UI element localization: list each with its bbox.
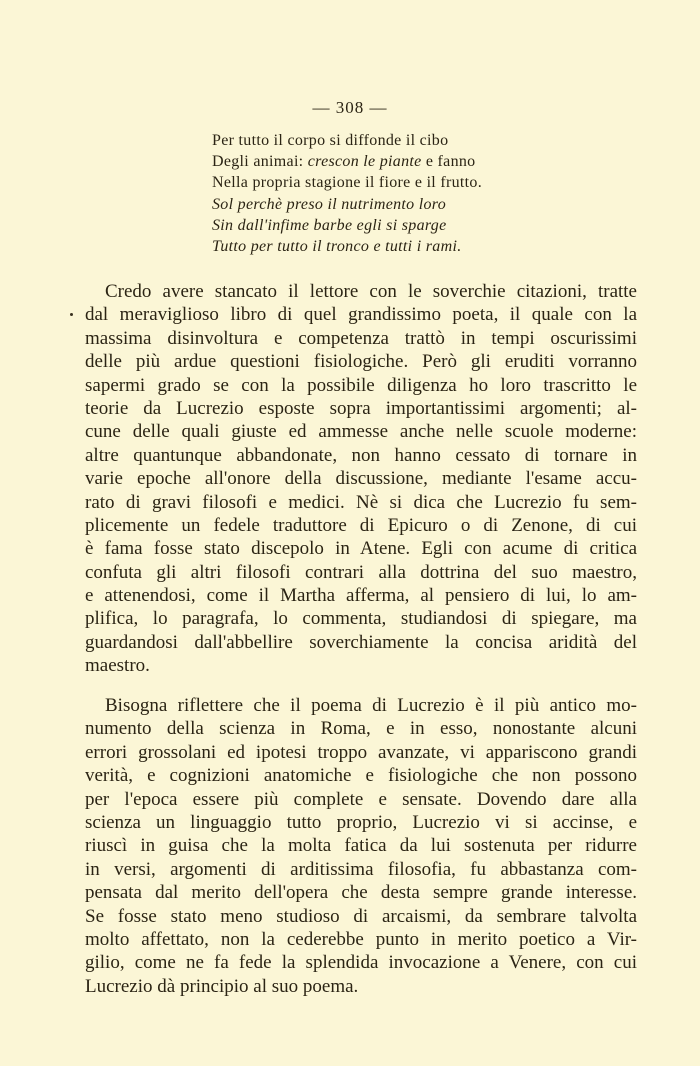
text-line: varie epoche all'onore della discussione, mediante l'esame accu- [85,468,637,490]
text-line: confuta gli altri filosofi contrari alla dottrina del suo maestro, [85,561,637,583]
text-line: errori grossolani ed ipotesi troppo avanzate, vi appariscono grandi [85,741,637,763]
verse-line: Tutto per tutto il tronco e tutti i rami. [212,238,462,256]
verse-segment: e fanno [421,153,476,171]
text-line: è fama fosse stato discepolo in Atene. Egli con acume di critica [85,538,637,560]
verse-segment: Degli animai: [212,153,308,171]
text-line: riuscì in guisa che la molta fatica da lui sostenuta per ridurre [85,835,637,857]
text-line: Credo avere stancato il lettore con le soverchie citazioni, tratte [105,281,637,302]
verse-segment-italic: crescon le piante [307,153,422,171]
text-line: e attenendosi, come il Martha afferma, al pensiero di lui, lo am- [85,585,637,607]
text-line: rato di gravi filosofi e medici. Nè si dica che Lucrezio fu sem- [85,491,637,513]
text-line: maestro. [85,655,150,677]
text-line: scienza un linguaggio tutto proprio, Lucrezio vi si accinse, e [85,811,637,833]
text-line: in versi, argomenti di arditissima filosofia, fu abbastanza com- [85,858,637,880]
text-line: pensata dal merito dell'opera che desta sempre grande interesse. [85,882,637,904]
verse-quotation [212,130,652,257]
paragraph-1 [85,280,637,678]
text-line: plicemente un fedele traduttore di Epicuro o di Zenone, di cui [85,514,637,536]
verse-line: Nella propria stagione il fiore e il frutto. [212,174,483,192]
text-line: per l'epoca essere più complete e sensate. Dovendo dare alla [85,788,637,810]
text-line: teorie da Lucrezio esposte sopra importantissimi argomenti; al- [85,397,637,419]
text-line: Se fosse stato meno studioso di arcaismi, da sembrare talvolta [85,905,637,927]
text-line: guardandosi dall'abbellire soverchiamente la concisa aridità del [85,631,637,653]
text-line: verità, e cognizioni anatomiche e fisiologiche che non possono [85,765,637,787]
text-line: cune delle quali giuste ed ammesse anche nelle scuole moderne: [85,421,637,443]
text-line: altre quantunque abbandonate, non hanno cessato di tornare in [85,444,637,466]
text-line: dal meraviglioso libro di quel grandissimo poeta, il quale con la [85,304,637,326]
text-line: plifica, lo paragrafa, lo commenta, studiandosi di spiegare, ma [85,608,637,630]
text-line: numento della scienza in Roma, e in esso, nonostante alcuni [85,718,637,740]
text-line: sapermi grado se con la possibile diligenza ho loro trascritto le [85,374,637,396]
margin-dot [70,313,73,316]
text-line: Lucrezio dà principio al suo poema. [85,975,359,997]
text-line: molto affettato, non la cederebbe punto in merito poetico a Vir- [85,928,637,950]
verse-line: Sol perchè preso il nutrimento loro [212,195,447,213]
text-line: Bisogna riflettere che il poema di Lucrezio è il più antico mo- [105,695,637,716]
paragraph-2 [85,694,637,998]
verse-line: Per tutto il corpo si diffonde il cibo [212,132,449,149]
text-line: delle più ardue questioni fisiologiche. Però gli eruditi vorranno [85,351,637,373]
text-line: massima disinvoltura e competenza trattò in tempi oscurissimi [85,327,637,349]
verse-line [212,151,652,172]
page-number: — 308 — [312,98,388,117]
text-line: gilio, come ne fa fede la splendida invocazione a Venere, con cui [85,952,637,974]
verse-line: Sin dall'infime barbe egli si sparge [212,216,447,234]
